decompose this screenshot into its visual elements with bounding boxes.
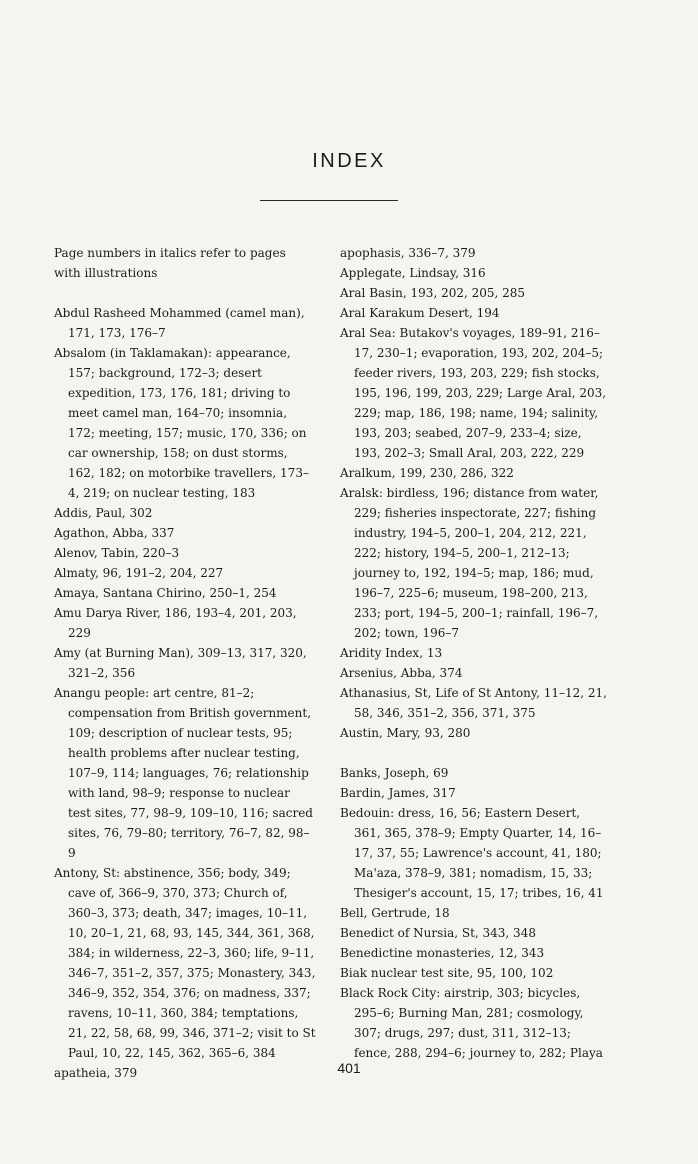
page-title: INDEX (312, 150, 386, 172)
index-entry: Aral Basin, 193, 202, 205, 285 (340, 286, 526, 300)
index-entry: Athanasius, St, Life of St Antony, 11–12, 21, 58, 346, 351–2, 356, 371, 375 (340, 686, 607, 720)
page-number: 401 (337, 1060, 361, 1076)
left-column (54, 243, 316, 1083)
index-entry: Arsenius, Abba, 374 (340, 666, 463, 680)
index-entry: Abdul Rasheed Mohammed (camel man), 171, 173, 176–7 (54, 306, 305, 340)
right-entry-list-b (340, 763, 608, 1063)
index-entry: Amu Darya River, 186, 193–4, 201, 203, 229 (54, 606, 297, 640)
right-column (340, 243, 608, 1063)
index-entry: Anangu people: art centre, 81–2; compensation from British government, 109; description of nuclear tests, 95; health problems after nuclear testing, 107–9, 114; languages, 76; relationship with land, 98–9; response to nuclear test sites, 77, 98–9, 109–10, 116; sacred sites, 76, 79–80; territory, 76–7, 82, 98–9 (54, 686, 313, 860)
index-entry: apatheia, 379 (54, 1066, 138, 1080)
index-entry: apophasis, 336–7, 379 (340, 246, 476, 260)
italics-note: Page numbers in italics refer to pages with illustrations (54, 246, 286, 280)
index-entry: Aral Karakum Desert, 194 (340, 306, 500, 320)
index-entry: Antony, St: abstinence, 356; body, 349; cave of, 366–9, 370, 373; Church of, 360–3, 373; death, 347; images, 10–11, 10, 20–1, 21, 68, 93, 145, 344, 361, 368, 384; in wilderness, 22–3, 360; life, 9–11, 346–7, 351–2, 357, 375; Monastery, 343, 346–9, 352, 354, 376; on madness, 337; ravens, 10–11, 360, 384; temptations, 21, 22, 58, 68, 99, 346, 371–2; visit to St Paul, 10, 22, 145, 362, 365–6, 384 (54, 866, 316, 1060)
index-entry: Benedict of Nursia, St, 343, 348 (340, 926, 536, 940)
index-entry: Aralsk: birdless, 196; distance from water, 229; fisheries inspectorate, 227; fishing industry, 194–5, 200–1, 204, 212, 221, 222; history, 194–5, 200–1, 212–13; journey to, 192, 194–5; map, 186; mud, 196–7, 225–6; museum, 198–200, 213, 233; port, 194–5, 200–1; rainfall, 196–7, 202; town, 196–7 (340, 486, 599, 640)
index-entry: Biak nuclear test site, 95, 100, 102 (340, 966, 554, 980)
index-entry: Almaty, 96, 191–2, 204, 227 (54, 566, 224, 580)
index-entry: Aralkum, 199, 230, 286, 322 (340, 466, 514, 480)
index-entry: Black Rock City: airstrip, 303; bicycles, 295–6; Burning Man, 281; cosmology, 307; drugs, 297; dust, 311, 312–13; fence, 288, 294–6; journey to, 282; Playa (340, 986, 603, 1060)
left-entry-list (54, 303, 316, 1083)
index-entry: Applegate, Lindsay, 316 (340, 266, 486, 280)
letter-group-gap (340, 743, 608, 763)
index-entry: Benedictine monasteries, 12, 343 (340, 946, 545, 960)
right-entry-list-a (340, 243, 608, 743)
index-entry: Amy (at Burning Man), 309–13, 317, 320, 321–2, 356 (54, 646, 307, 680)
index-entry: Bedouin: dress, 16, 56; Eastern Desert, 361, 365, 378–9; Empty Quarter, 14, 16–17, 37, 55; Lawrence's account, 41, 180; Ma'aza, 378–9, 381; nomadism, 15, 33; Thesiger's account, 15, 17; tribes, 16, 41 (340, 806, 604, 900)
index-entry: Bardin, James, 317 (340, 786, 456, 800)
index-entry: Absalom (in Taklamakan): appearance, 157; background, 172–3; desert expedition, 173, 176, 181; driving to meet camel man, 164–70; insomnia, 172; meeting, 157; music, 170, 336; on car ownership, 158; on dust storms, 162, 182; on motorbike travellers, 173–4, 219; on nuclear testing, 183 (54, 346, 309, 500)
index-entry: Aridity Index, 13 (340, 646, 443, 660)
index-entry: Addis, Paul, 302 (54, 506, 153, 520)
index-entry: Banks, Joseph, 69 (340, 766, 449, 780)
index-entry: Austin, Mary, 93, 280 (340, 726, 471, 740)
index-entry: Amaya, Santana Chirino, 250–1, 254 (54, 586, 277, 600)
index-entry: Agathon, Abba, 337 (54, 526, 175, 540)
title-rule (260, 200, 398, 201)
index-entry: Bell, Gertrude, 18 (340, 906, 450, 920)
index-entry: Alenov, Tabin, 220–3 (54, 546, 180, 560)
index-entry: Aral Sea: Butakov's voyages, 189–91, 216–17, 230–1; evaporation, 193, 202, 204–5; feeder rivers, 193, 203, 229; fish stocks, 195, 196, 199, 203, 229; Large Aral, 203, 229; map, 186, 198; name, 194; salinity, 193, 203; seabed, 207–9, 233–4; size, 193, 202–3; Small Aral, 203, 222, 229 (340, 326, 607, 460)
